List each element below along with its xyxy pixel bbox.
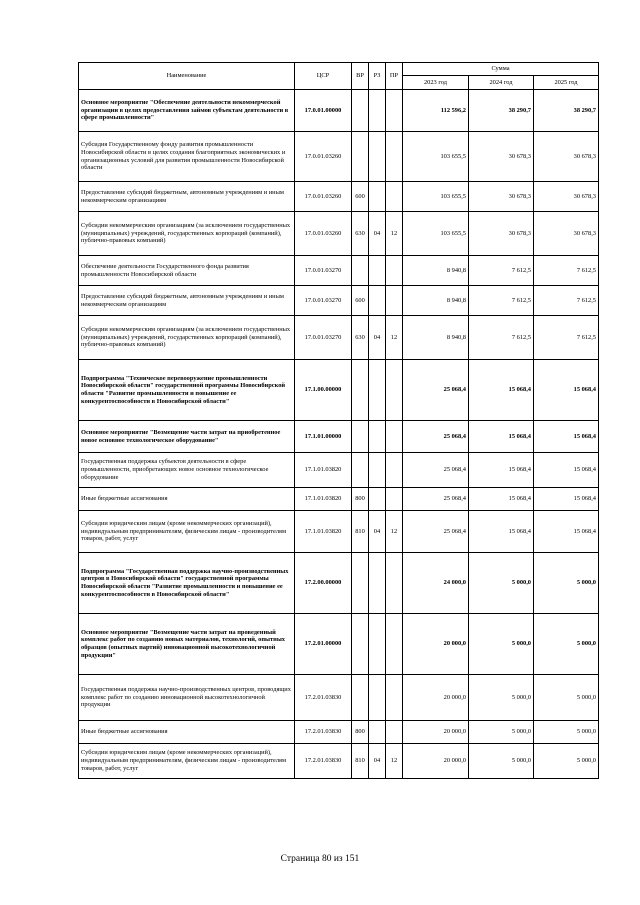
header-sum: Сумма: [403, 63, 599, 76]
cell-csr: 17.1.01.00000: [295, 421, 352, 453]
cell-pr: [386, 553, 403, 614]
cell-y2024: 30 678,3: [469, 132, 534, 182]
cell-pr: 12: [386, 316, 403, 360]
cell-rz: [369, 614, 386, 675]
cell-name: Иные бюджетные ассигнования: [79, 721, 295, 744]
cell-y2025: 5 000,0: [534, 721, 599, 744]
table-row: [79, 182, 599, 212]
cell-y2025: 30 678,3: [534, 182, 599, 212]
cell-y2023: 103 655,5: [403, 132, 469, 182]
cell-vr: [352, 675, 369, 721]
cell-y2025: 5 000,0: [534, 675, 599, 721]
cell-vr: [352, 421, 369, 453]
cell-y2024: 38 290,7: [469, 90, 534, 132]
cell-vr: [352, 132, 369, 182]
cell-y2025: 7 612,5: [534, 286, 599, 316]
cell-y2023: 8 940,8: [403, 286, 469, 316]
cell-pr: [386, 132, 403, 182]
cell-y2024: 7 612,5: [469, 286, 534, 316]
cell-y2024: 15 068,4: [469, 488, 534, 511]
cell-csr: 17.0.01.03270: [295, 256, 352, 286]
cell-csr: 17.0.01.03260: [295, 132, 352, 182]
cell-name: Субсидии некоммерческим организациям (за исключением государственных (муниципальных) учреждений, государственных корпораций (компаний), публично-правовых компаний): [79, 316, 295, 360]
header-vr: ВР: [352, 63, 369, 90]
header-pr: ПР: [386, 63, 403, 90]
cell-csr: 17.0.01.03270: [295, 286, 352, 316]
cell-pr: [386, 90, 403, 132]
cell-rz: 04: [369, 212, 386, 256]
cell-y2023: 8 940,8: [403, 256, 469, 286]
cell-rz: [369, 453, 386, 488]
cell-rz: [369, 90, 386, 132]
cell-csr: 17.0.01.03270: [295, 316, 352, 360]
cell-rz: 04: [369, 744, 386, 779]
cell-csr: 17.2.01.03830: [295, 675, 352, 721]
cell-y2023: 20 000,0: [403, 675, 469, 721]
cell-pr: [386, 721, 403, 744]
cell-y2025: 7 612,5: [534, 316, 599, 360]
table-row: [79, 360, 599, 421]
cell-y2023: 25 068,4: [403, 421, 469, 453]
cell-y2023: 8 940,8: [403, 316, 469, 360]
cell-name: Обеспечение деятельности Государственного фонда развития промышленности Новосибирской области: [79, 256, 295, 286]
cell-pr: 12: [386, 511, 403, 553]
cell-y2025: 38 290,7: [534, 90, 599, 132]
cell-y2024: 15 068,4: [469, 421, 534, 453]
cell-vr: [352, 256, 369, 286]
cell-y2024: 7 612,5: [469, 316, 534, 360]
cell-csr: 17.2.00.00000: [295, 553, 352, 614]
table-row: [79, 286, 599, 316]
cell-y2023: 25 068,4: [403, 453, 469, 488]
cell-pr: [386, 421, 403, 453]
cell-pr: [386, 488, 403, 511]
cell-y2024: 7 612,5: [469, 256, 534, 286]
cell-rz: [369, 721, 386, 744]
cell-y2024: 15 068,4: [469, 453, 534, 488]
cell-name: Субсидии юридическим лицам (кроме некоммерческих организаций), индивидуальным предпринимателям, физическим лицам - производителям товаров, работ, услуг: [79, 744, 295, 779]
cell-name: Государственная поддержка субъектов деятельности в сфере промышленности, приобретающих новое основное технологическое оборудование: [79, 453, 295, 488]
table-row: [79, 421, 599, 453]
cell-y2024: 5 000,0: [469, 675, 534, 721]
cell-csr: 17.1.00.00000: [295, 360, 352, 421]
table-row: [79, 132, 599, 182]
cell-name: Субсидия Государственному фонду развития промышленности Новосибирской области в целях создания благоприятных экономических и организационных условий для развития промышленности Новосибирской области: [79, 132, 295, 182]
cell-rz: [369, 553, 386, 614]
cell-y2024: 15 068,4: [469, 511, 534, 553]
header-csr: ЦСР: [295, 63, 352, 90]
cell-csr: 17.0.01.00000: [295, 90, 352, 132]
table-row: [79, 212, 599, 256]
cell-vr: [352, 614, 369, 675]
cell-y2023: 112 596,2: [403, 90, 469, 132]
cell-rz: 04: [369, 511, 386, 553]
cell-csr: 17.2.01.00000: [295, 614, 352, 675]
table-row: [79, 90, 599, 132]
cell-vr: 800: [352, 488, 369, 511]
cell-vr: 810: [352, 511, 369, 553]
cell-csr: 17.1.01.03820: [295, 511, 352, 553]
header-year-2023: 2023 год: [403, 76, 469, 90]
cell-y2025: 30 678,3: [534, 132, 599, 182]
cell-vr: [352, 453, 369, 488]
cell-vr: 600: [352, 182, 369, 212]
cell-csr: 17.0.01.03260: [295, 182, 352, 212]
cell-name: Государственная поддержка научно-производственных центров, проводящих комплекс работ по созданию инновационной высокотехнологичной продукции: [79, 675, 295, 721]
header-year-2024: 2024 год: [469, 76, 534, 90]
cell-vr: [352, 553, 369, 614]
cell-y2025: 15 068,4: [534, 421, 599, 453]
cell-y2025: 5 000,0: [534, 553, 599, 614]
cell-y2025: 30 678,3: [534, 212, 599, 256]
cell-csr: 17.0.01.03260: [295, 212, 352, 256]
cell-rz: 04: [369, 316, 386, 360]
cell-y2024: 5 000,0: [469, 721, 534, 744]
cell-y2023: 25 068,4: [403, 488, 469, 511]
cell-y2023: 103 655,5: [403, 182, 469, 212]
cell-y2025: 15 068,4: [534, 488, 599, 511]
cell-vr: [352, 90, 369, 132]
cell-rz: [369, 132, 386, 182]
cell-rz: [369, 360, 386, 421]
table-row: [79, 511, 599, 553]
cell-pr: 12: [386, 744, 403, 779]
cell-pr: [386, 675, 403, 721]
cell-pr: [386, 614, 403, 675]
table-row: [79, 316, 599, 360]
table-body: [79, 90, 599, 779]
cell-pr: [386, 360, 403, 421]
cell-vr: 800: [352, 721, 369, 744]
cell-csr: 17.1.01.03820: [295, 453, 352, 488]
cell-vr: 630: [352, 212, 369, 256]
cell-rz: [369, 256, 386, 286]
cell-y2024: 30 678,3: [469, 212, 534, 256]
cell-y2023: 20 000,0: [403, 614, 469, 675]
cell-y2023: 25 068,4: [403, 360, 469, 421]
cell-name: Основное мероприятие "Возмещение части затрат на приобретенное новое основное технологическое оборудование": [79, 421, 295, 453]
cell-pr: [386, 182, 403, 212]
cell-name: Подпрограмма "Государственная поддержка научно-производственных центров в Новосибирской области" государственной программы Новосибирской области "Развитие промышленности и повышение ее конкурентоспособности в Новосибирской области": [79, 553, 295, 614]
cell-rz: [369, 675, 386, 721]
cell-name: Субсидии юридическим лицам (кроме некоммерческих организаций), индивидуальным предпринимателям, физическим лицам - производителям товаров, работ, услуг: [79, 511, 295, 553]
cell-name: Подпрограмма "Техническое перевооружение промышленности Новосибирской области" государственной программы Новосибирской области "Развитие промышленности и повышение ее конкурентоспособности в Новосибирской области": [79, 360, 295, 421]
cell-pr: [386, 256, 403, 286]
table-row: [79, 488, 599, 511]
cell-name: Основное мероприятие "Возмещение части затрат на проведенный комплекс работ по созданию новых материалов, технологий, опытных образцов (опытных партий) инновационной высокотехнологичной продукции": [79, 614, 295, 675]
cell-y2025: 15 068,4: [534, 360, 599, 421]
cell-vr: 600: [352, 286, 369, 316]
cell-y2025: 7 612,5: [534, 256, 599, 286]
cell-y2023: 25 068,4: [403, 511, 469, 553]
cell-y2024: 5 000,0: [469, 614, 534, 675]
cell-y2025: 5 000,0: [534, 744, 599, 779]
cell-vr: [352, 360, 369, 421]
cell-rz: [369, 421, 386, 453]
cell-rz: [369, 182, 386, 212]
cell-y2024: 15 068,4: [469, 360, 534, 421]
page-number: Страница 80 из 151: [280, 854, 360, 864]
cell-name: Основное мероприятие "Обеспечение деятельности некоммерческой организации в целях предоставления займов субъектам деятельности в сфере промышленности": [79, 90, 295, 132]
cell-y2023: 24 000,0: [403, 553, 469, 614]
cell-name: Субсидии некоммерческим организациям (за исключением государственных (муниципальных) учреждений, государственных корпораций (компаний), публично-правовых компаний): [79, 212, 295, 256]
table-row: [79, 614, 599, 675]
cell-name: Предоставление субсидий бюджетным, автономным учреждениям и иным некоммерческим организациям: [79, 182, 295, 212]
cell-pr: [386, 453, 403, 488]
budget-table: [78, 62, 599, 779]
header-name: Наименование: [79, 63, 295, 90]
cell-y2023: 20 000,0: [403, 744, 469, 779]
table-row: [79, 675, 599, 721]
cell-csr: 17.1.01.03820: [295, 488, 352, 511]
cell-pr: [386, 286, 403, 316]
cell-name: Иные бюджетные ассигнования: [79, 488, 295, 511]
cell-y2024: 30 678,3: [469, 182, 534, 212]
table-row: [79, 744, 599, 779]
cell-y2025: 15 068,4: [534, 511, 599, 553]
cell-vr: 630: [352, 316, 369, 360]
cell-y2024: 5 000,0: [469, 553, 534, 614]
header-year-2025: 2025 год: [534, 76, 599, 90]
cell-pr: 12: [386, 212, 403, 256]
table-row: [79, 256, 599, 286]
cell-y2023: 103 655,5: [403, 212, 469, 256]
cell-vr: 810: [352, 744, 369, 779]
cell-csr: 17.2.01.03830: [295, 744, 352, 779]
cell-rz: [369, 286, 386, 316]
cell-rz: [369, 488, 386, 511]
cell-name: Предоставление субсидий бюджетным, автономным учреждениям и иным некоммерческим организациям: [79, 286, 295, 316]
cell-y2024: 5 000,0: [469, 744, 534, 779]
table-row: [79, 553, 599, 614]
table-row: [79, 721, 599, 744]
cell-y2025: 5 000,0: [534, 614, 599, 675]
header-rz: РЗ: [369, 63, 386, 90]
cell-y2025: 15 068,4: [534, 453, 599, 488]
table-row: [79, 453, 599, 488]
cell-csr: 17.2.01.03830: [295, 721, 352, 744]
cell-y2023: 20 000,0: [403, 721, 469, 744]
